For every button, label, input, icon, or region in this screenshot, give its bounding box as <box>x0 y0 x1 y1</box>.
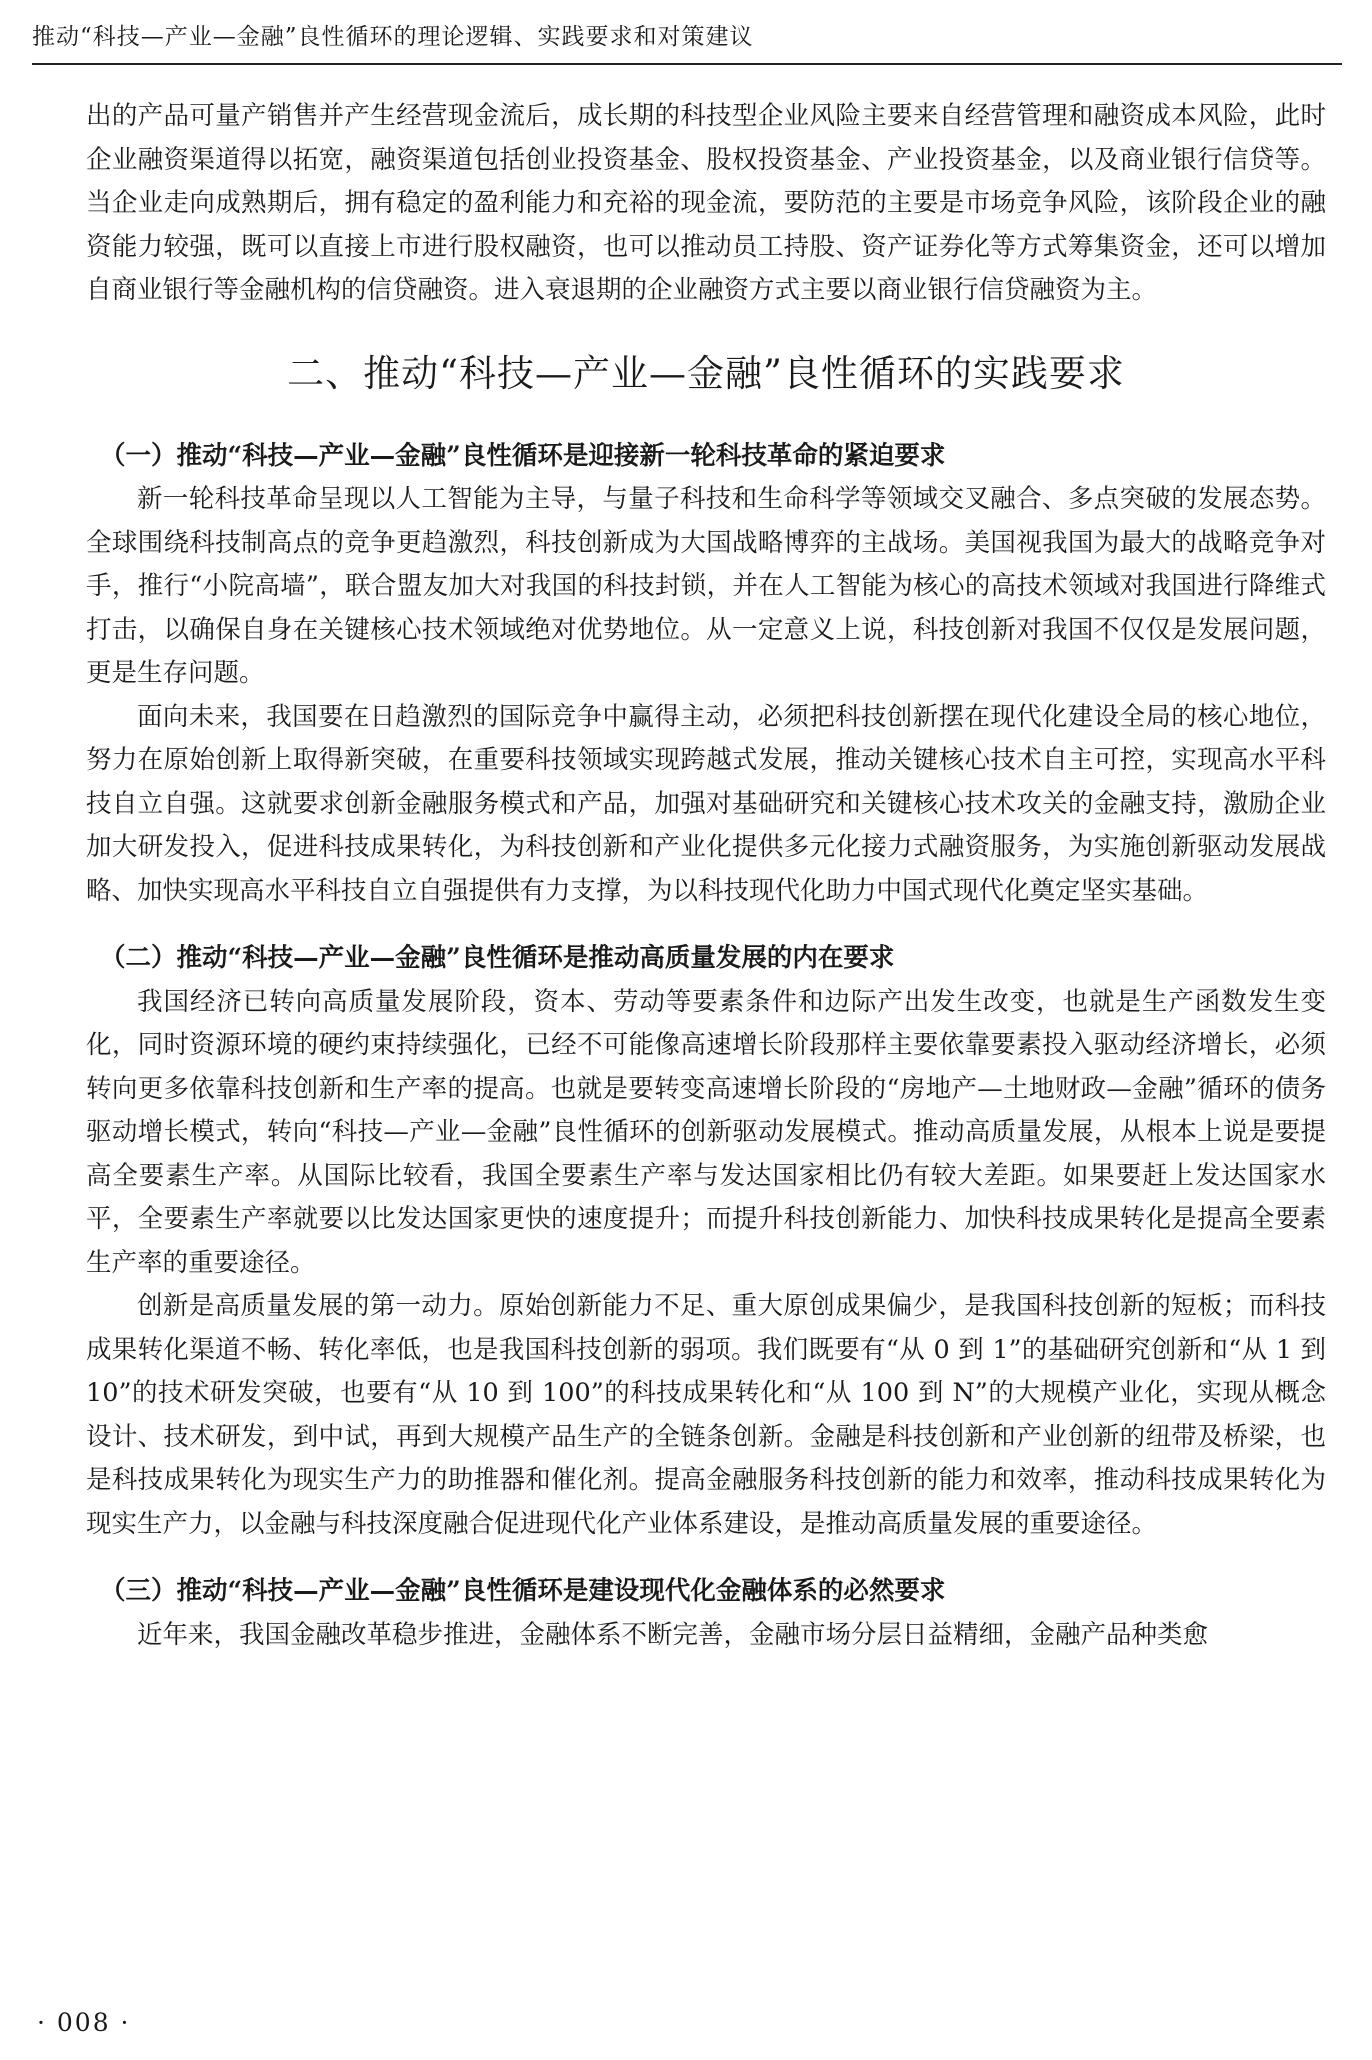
article-body <box>86 95 1326 1657</box>
subsection-2-title: （二）推动“科技—产业—金融”良性循环是推动高质量发展的内在要求 <box>100 943 895 973</box>
subsection-2-paragraph-1: 我国经济已转向高质量发展阶段，资本、劳动等要素条件和边际产出发生改变，也就是生产函数发生变化，同时资源环境的硬约束持续强化，已经不可能像高速增长阶段那样主要依靠要素投入驱动经济增长，必须转向更多依靠科技创新和生产率的提高。也就是要转变高速增长阶段的“房地产—土地财政—金融”循环的债务驱动增长模式，转向“科技—产业—金融”良性循环的创新驱动发展模式。推动高质量发展，从根本上说是要提高全要素生产率。从国际比较看，我国全要素生产率与发达国家相比仍有较大差距。如果要赶上发达国家水平，全要素生产率就要以比发达国家更快的速度提升；而提升科技创新能力、加快科技成果转化是提高全要素生产率的重要途径。 <box>86 986 1326 1278</box>
subsection-1-title: （一）推动“科技—产业—金融”良性循环是迎接新一轮科技革命的紧迫要求 <box>100 440 946 471</box>
header-rule <box>32 63 1342 65</box>
running-header: 推动“科技—产业—金融”良性循环的理论逻辑、实践要求和对策建议 <box>32 24 754 50</box>
intro-paragraph: 出的产品可量产销售并产生经营现金流后，成长期的科技型企业风险主要来自经营管理和融资成本风险，此时企业融资渠道得以拓宽，融资渠道包括创业投资基金、股权投资基金、产业投资基金，以及商业银行信贷等。当企业走向成熟期后，拥有稳定的盈利能力和充裕的现金流，要防范的主要是市场竞争风险，该阶段企业的融资能力较强，既可以直接上市进行股权融资，也可以推动员工持股、资产证券化等方式筹集资金，还可以增加自商业银行等金融机构的信贷融资。进入衰退期的企业融资方式主要以商业银行信贷融资为主。 <box>86 101 1326 305</box>
spacer <box>86 1546 1326 1558</box>
subsection-1-paragraph-1: 新一轮科技革命呈现以人工智能为主导，与量子科技和生命科学等领域交叉融合、多点突破的发展态势。全球围绕科技制高点的竞争更趋激烈，科技创新成为大国战略博弈的主战场。美国视我国为最大的战略竞争对手，推行“小院高墙”，联合盟友加大对我国的科技封锁，并在人工智能为核心的高技术领域对我国进行降维式打击，以确保自身在关键核心技术领域绝对优势地位。从一定意义上说，科技创新对我国不仅仅是发展问题，更是生存问题。 <box>86 484 1326 688</box>
subsection-2-paragraph-2: 创新是高质量发展的第一动力。原始创新能力不足、重大原创成果偏少，是我国科技创新的短板；而科技成果转化渠道不畅、转化率低，也是我国科技创新的弱项。我们既要有“从 0 到 1”的基础研究创新和“从 1 到 10”的技术研发突破，也要有“从 10 到 100”的科技成果转化和“从 100 到 N”的大规模产业化，实现从概念设计、技术研发，到中试，再到大规模产品生产的全链条创新。金融是科技创新和产业创新的纽带及桥梁，也是科技成果转化为现实生产力的助推器和催化剂。提高金融服务科技创新的能力和效率，推动科技成果转化为现实生产力，以金融与科技深度融合促进现代化产业体系建设，是推动高质量发展的重要途径。 <box>86 1291 1326 1539</box>
subsection-3-paragraph-1: 近年来，我国金融改革稳步推进，金融体系不断完善，金融市场分层日益精细，金融产品种类愈 <box>137 1619 1209 1650</box>
spacer <box>86 913 1326 925</box>
page-number: · 008 · <box>37 2008 131 2037</box>
subsection-3-title: （三）推动“科技—产业—金融”良性循环是建设现代化金融体系的必然要求 <box>100 1576 946 1606</box>
subsection-1-paragraph-2: 面向未来，我国要在日趋激烈的国际竞争中赢得主动，必须把科技创新摆在现代化建设全局的核心地位，努力在原始创新上取得新突破，在重要科技领域实现跨越式发展，推动关键核心技术自主可控，实现高水平科技自立自强。这就要求创新金融服务模式和产品，加强对基础研究和关键核心技术攻关的金融支持，激励企业加大研发投入，促进科技成果转化，为科技创新和产业化提供多元化接力式融资服务，为实施创新驱动发展战略、加快实现高水平科技自立自强提供有力支撑，为以科技现代化助力中国式现代化奠定坚实基础。 <box>86 701 1326 906</box>
section-title: 二、推动“科技—产业—金融”良性循环的实践要求 <box>287 351 1125 395</box>
